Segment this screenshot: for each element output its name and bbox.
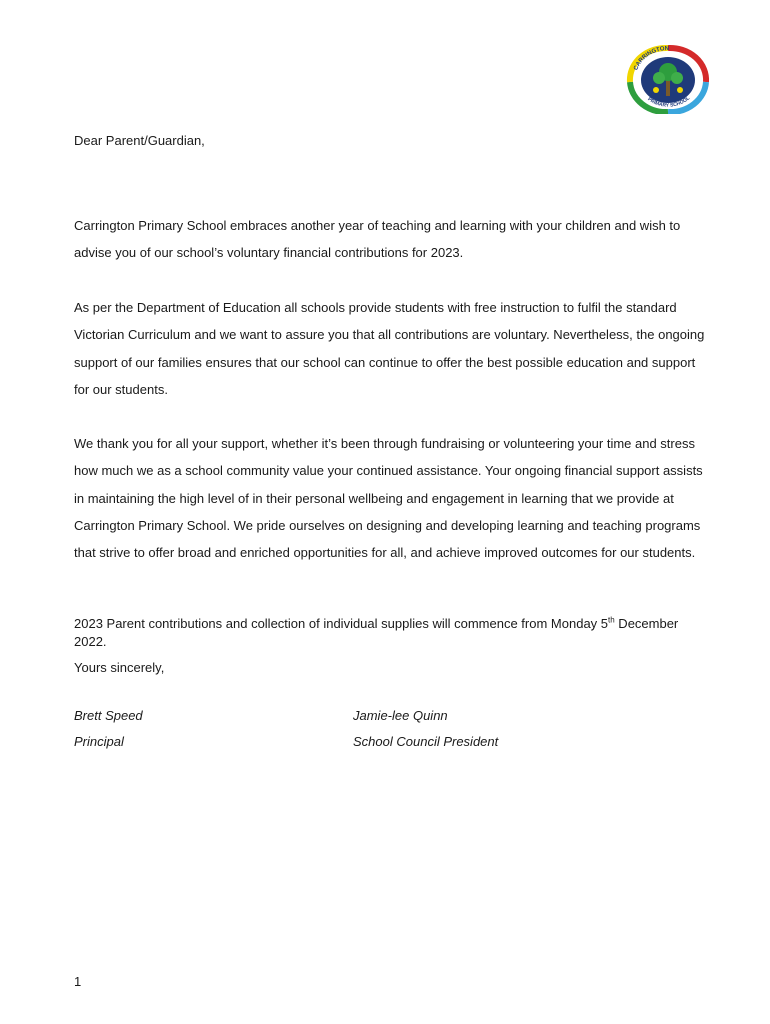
signatory-title-president: School Council President — [353, 734, 499, 749]
commencement-date: December 2022. — [74, 616, 679, 649]
signatory-title-principal: Principal — [74, 734, 124, 749]
paragraph-commencement — [74, 615, 714, 651]
signatory-name-president: Jamie-lee Quinn — [353, 708, 448, 723]
page-number: 1 — [74, 974, 82, 989]
closing: Yours sincerely, — [74, 660, 165, 675]
paragraph-thanks: We thank you for all your support, whether it’s been through fundraising or volunteering your time and stress how much we as a school community value your continued assistance. Your ongoing financial support assists in maintaining the high level of in their personal wellbeing and engagement in learning that we provide at Carrington Primary School. We pride ourselves on designing and developing learning and teaching programs that strive to offer broad and enriched opportunities for all, and achieve improved outcomes for our students. — [74, 436, 703, 561]
school-logo — [626, 42, 710, 114]
signatory-name-principal: Brett Speed — [74, 708, 143, 723]
paragraph-department: As per the Department of Education all schools provide students with free instruction to fulfil the standard Victorian Curriculum and we want to assure you that all contributions are voluntary. Nevertheless, the ongoing support of our families ensures that our school can continue to offer the best possible education and support for our students. — [74, 300, 705, 397]
paragraph-intro: Carrington Primary School embraces another year of teaching and learning with your children and wish to advise you of our school’s voluntary financial contributions for 2023. — [74, 218, 681, 261]
salutation: Dear Parent/Guardian, — [74, 133, 205, 148]
commencement-text: 2023 Parent contributions and collection of individual supplies will commence from Monday 5 — [74, 616, 609, 631]
logo-arc-text-bottom: PRIMARY SCHOOL — [646, 95, 692, 109]
school-logo-emblem — [626, 42, 710, 114]
logo-arc-text-top: CARRINGTON — [633, 45, 670, 72]
ordinal-suffix: th — [608, 615, 615, 625]
